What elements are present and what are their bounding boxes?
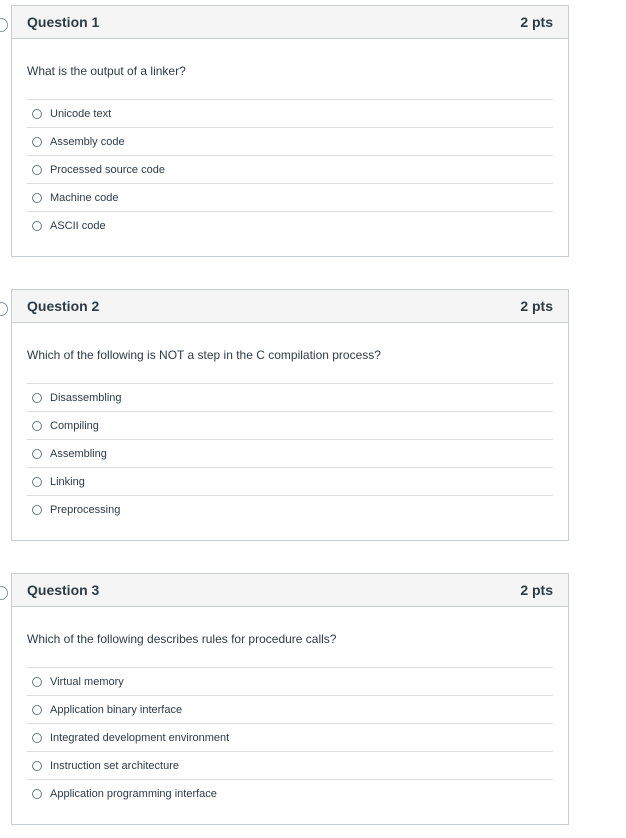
answer-label[interactable]: Compiling xyxy=(50,419,99,432)
question-2-points: 2 pts xyxy=(520,298,553,314)
answer-label[interactable]: Application binary interface xyxy=(50,703,183,716)
answer-label[interactable]: ASCII code xyxy=(50,220,106,232)
answer-label[interactable]: Virtual memory xyxy=(50,675,124,688)
answer-label[interactable]: Integrated development environment xyxy=(50,731,230,744)
answer-option[interactable] xyxy=(27,412,553,440)
radio-button-icon[interactable] xyxy=(32,109,42,119)
question-3-text: Which of the following describes rules for procedure calls? xyxy=(27,632,337,646)
question-3-body xyxy=(12,607,568,826)
answer-option[interactable] xyxy=(27,100,553,128)
answer-label[interactable]: Application programming interface xyxy=(50,788,217,800)
radio-button-icon[interactable] xyxy=(32,477,42,487)
question-3-points: 2 pts xyxy=(520,582,553,598)
answer-label[interactable]: Preprocessing xyxy=(50,504,121,516)
question-3-marker-icon[interactable] xyxy=(0,586,8,600)
radio-button-icon[interactable] xyxy=(32,789,42,799)
radio-button-icon[interactable] xyxy=(32,137,42,147)
answer-option[interactable] xyxy=(27,668,553,696)
answer-option[interactable] xyxy=(27,696,553,724)
radio-button-icon[interactable] xyxy=(32,165,42,175)
answer-option[interactable] xyxy=(27,496,553,524)
answer-option[interactable] xyxy=(27,128,553,156)
question-2-answers xyxy=(27,383,553,524)
answer-option[interactable] xyxy=(27,468,553,496)
radio-button-icon[interactable] xyxy=(32,761,42,771)
radio-button-icon[interactable] xyxy=(32,677,42,687)
answer-label[interactable]: Unicode text xyxy=(50,107,112,120)
answer-option[interactable] xyxy=(27,440,553,468)
question-1-text: What is the output of a linker? xyxy=(27,64,186,78)
radio-button-icon[interactable] xyxy=(32,421,42,431)
radio-button-icon[interactable] xyxy=(32,505,42,515)
answer-option[interactable] xyxy=(27,184,553,212)
question-1-body xyxy=(12,39,568,258)
radio-button-icon[interactable] xyxy=(32,193,42,203)
question-1-marker-icon[interactable] xyxy=(0,18,8,32)
answer-label[interactable]: Processed source code xyxy=(50,163,165,176)
question-1 xyxy=(11,5,569,257)
answer-label[interactable]: Assembly code xyxy=(50,135,125,148)
answer-option[interactable] xyxy=(27,212,553,240)
question-2-header xyxy=(12,290,568,323)
answer-label[interactable]: Machine code xyxy=(50,191,119,204)
answer-label[interactable]: Instruction set architecture xyxy=(50,759,180,772)
question-2-marker-icon[interactable] xyxy=(0,302,8,316)
answer-option[interactable] xyxy=(27,780,553,808)
radio-button-icon[interactable] xyxy=(32,393,42,403)
question-2-text: Which of the following is NOT a step in the C compilation process? xyxy=(27,348,381,362)
answer-label[interactable]: Disassembling xyxy=(50,391,122,404)
radio-button-icon[interactable] xyxy=(32,733,42,743)
question-1-title: Question 1 xyxy=(27,14,100,30)
question-2-title: Question 2 xyxy=(27,298,100,314)
radio-button-icon[interactable] xyxy=(32,705,42,715)
question-3-title: Question 3 xyxy=(27,582,100,598)
radio-button-icon[interactable] xyxy=(32,221,42,231)
question-1-answers xyxy=(27,99,553,240)
answer-option[interactable] xyxy=(27,724,553,752)
answer-label[interactable]: Linking xyxy=(50,475,85,488)
answer-label[interactable]: Assembling xyxy=(50,447,107,460)
question-2-body xyxy=(12,323,568,542)
answer-option[interactable] xyxy=(27,156,553,184)
question-3 xyxy=(11,573,569,825)
question-2 xyxy=(11,289,569,541)
radio-button-icon[interactable] xyxy=(32,449,42,459)
question-1-header xyxy=(12,6,568,39)
answer-option[interactable] xyxy=(27,384,553,412)
question-3-answers xyxy=(27,667,553,808)
question-3-header xyxy=(12,574,568,607)
answer-option[interactable] xyxy=(27,752,553,780)
question-1-points: 2 pts xyxy=(520,14,553,30)
